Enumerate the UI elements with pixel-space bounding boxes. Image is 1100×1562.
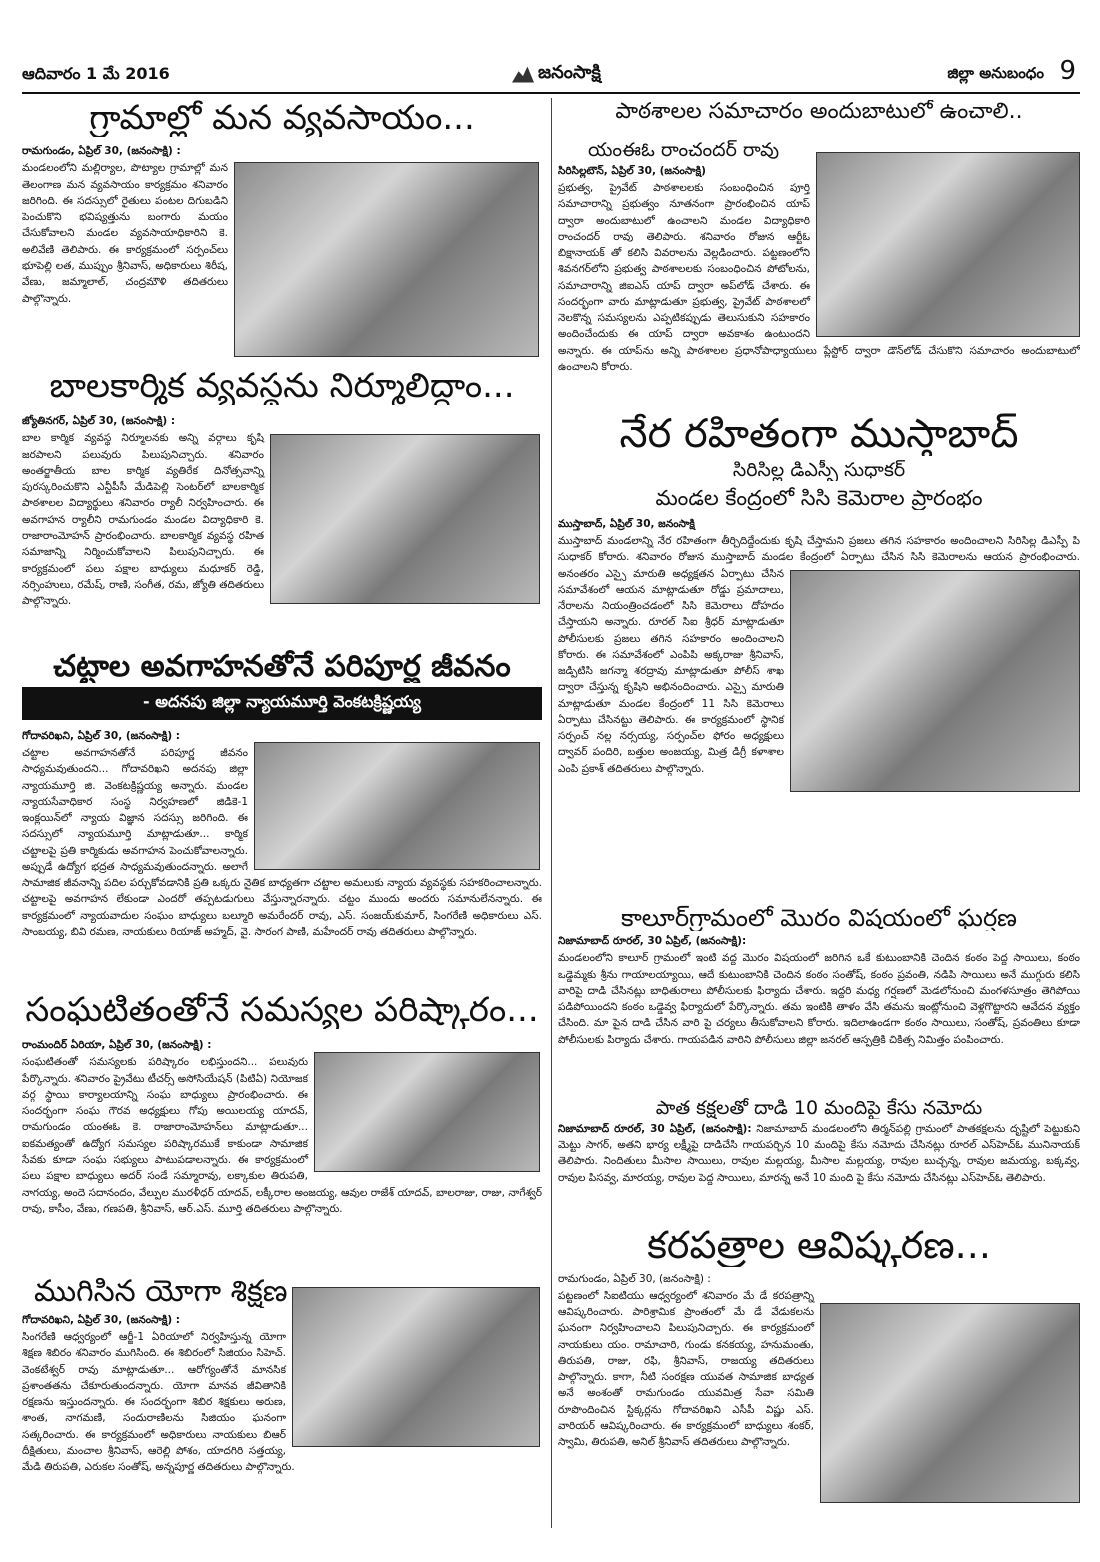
article-byline: రామగుండం, ఏప్రిల్ 30, (జనంసాక్షి) : — [558, 1272, 711, 1285]
article-yoga-training — [22, 1275, 542, 1525]
article-body: ప్రభుత్వ, ప్రైవేట్ పాఠశాలలకు సంబంధించిన పూర్తి సమాచారాన్ని ప్రభుత్వం నూతనంగా ప్రారంభించిన యాప్ ద్వారా అందుబాటులో ఉంచాలని మండల విద్యాధికారి రాంచందర్ రావు తెలిపారు. శనివారం రోజున ఆర్టీఓ బిక్షానాయక్ తో కలిసి వివరాలను వెల్లడించారు. పట్టణంలోని శివనగర్‌లోని ప్రభుత్వ పాఠశాలలకు సంబంధించిన పోటోలను, సమాచారాన్ని జిఐఎస్ యాప్ ద్వారా అప్‌లోడ్ చేశారు. ఈ సందర్భంగా వారు మాట్లాడుతూ ప్రభుత్వ, ప్రైవేట్ పాఠశాలలో నెలకొన్న సమస్యలను ఎప్పటికప్పుడు తెలుసుకుని సహకారం అందించేందుకు ఈ యాప్ ద్వారా అవకాశం ఉంటుందని అన్నారు. ఈ యాప్‌ను అన్ని పాఠశాలల ప్రధానోపాధ్యాయులు ప్లేస్టోర్ ద్వారా డౌన్‌లోడ్ చేసుకొని సమాచారం అందుబాటులో ఉంచాలని కోరారు. — [558, 182, 1080, 373]
article-body: బాల కార్మిక వ్యవస్థ నిర్మూలనకు అన్ని వర్గాలు కృషి జరపాలని పలువురు పిలుపునిచ్చారు. శనివారం అంతర్జాతీయ బాల కార్మిక వ్యతిరేక దినోత్సవాన్ని పురస్కరించుకొని ఎన్టీపీసీ మేడిపెల్లి సెంటర్‌లో బాలకార్మిక పాఠశాలల విద్యార్థులు శనివారం ర్యాలీ నిర్వహించారు. ఈ అవగాహన ర్యాలీని రామగుండం మండల విద్యాధికారి కె. రాజారాంమోహన్ ప్రారంభించారు. బాలకార్మిక వ్యవస్థ రహిత సమాజాన్ని నిర్మించుకోవాలని పిలుపునిచ్చారు. ఈ కార్యక్రమంలో పలు పక్షాల బాధ్యులు మధూకర్ రెడ్డి, నర్సింహులు, రమేష్, రాణి, సంగీత, రమ, జ్యోతి తదితరులు పాల్గొన్నారు. — [22, 430, 542, 643]
article-byline: నిజామాబాద్ రూరల్, 30 ఏప్రిల్, (జనంసాక్షి): — [558, 1122, 752, 1135]
article-byline: గోదావరిఖని, ఏప్రిల్ 30, (జనంసాక్షి) : — [22, 1314, 181, 1326]
article-subhead-secondary: మండల కేంద్రంలో సిసి కెమెరాల ప్రారంభం — [655, 486, 983, 510]
article-headline: పాఠశాలల సమాచారం అందుబాటులో ఉంచాలి.. — [615, 100, 1023, 124]
article-body: సింగరేణి ఆధ్వర్యంలో ఆర్జీ-1 ఏరియాలో నిర్వహిస్తున్న యోగా శిక్షణ శిబిరం శనివారం ముగిసింది. ఈ శిబిరంలో సిజియం సిహెచ్. వెంకటేశ్వర్ రావు మాట్లాడుతూ... ఆరోగ్యంతోనే మానసిక ప్రశాంతతను చేకూరుతుందన్నారు. యోగా మానవ జీవితానికి రక్షణను ఇస్తుందన్నారు. ఈ సందర్భంగా శిబిర శిక్షకులు అరుణ, శాంత, నాగమణి, సందురాణిలను సిజియం ఘనంగా సత్కరించారు. ఈ కార్యక్రమంలో అధికారులు నాయకులు బిఆర్ దీక్షితులు, మంచాల శ్రీనివాస్, ఆరెల్లి పోశం, యాదగిరి సత్తయ్య, మేడి తిరుపతి, ఎరుకల సంతోష్, అన్నపూర్ణ తదితరులు పాల్గొన్నారు. — [22, 1329, 542, 1525]
article-byline: సిరిసిల్లటౌన్, ఏప్రిల్ 30, (జనంసాక్షి) — [558, 165, 706, 178]
article-headline: నేర రహితంగా ముస్తాబాద్ — [619, 412, 1019, 456]
meeting-photo — [234, 162, 539, 357]
pamphlet-release-photo — [820, 1303, 1080, 1503]
yoga-photo — [292, 1287, 540, 1447]
article-old-feud-case — [558, 1098, 1080, 1226]
ribbon-cutting-photo — [314, 1052, 540, 1172]
article-body: చట్టాల అవగాహనతోనే పరిపూర్ణ జీవనం సాధ్యమవుతుందని... గోదావరిఖని అదనపు జిల్లా న్యాయమూర్తి జి. వెంకటక్రిష్ణయ్య అన్నారు. మండల న్యాయసేవాధికార సంస్థ నిర్వహణలో జిడికె-1 ఇంక్లయిన్‌లో న్యాయ విజ్ఞాన సదస్సు జరిగింది. ఈ సదస్సులో న్యాయమూర్తి మాట్లాడుతూ... కార్మిక చట్టాలపై ప్రతి కార్మికుడు అవగాహన పెంచుకోవాలన్నారు. అప్పుడే ఉద్యోగ భద్రత సాధ్యమవుతుందన్నారు. అలాగే సామాజిక జీవనాన్ని పదిల పర్చుకోవడానికి ప్రతి ఒక్కరు నైతిక బాధ్యతగా చట్టాల అమలుకు న్యాయ వ్యవస్థకు సహకరించాలన్నారు. చట్టాలపై అవగాహన లేకుండా ఎందరో తప్పటడుగులు వేస్తున్నారన్నారు. చట్టం ముందు అందరు సమానులేనన్నారు. ఈ కార్యక్రమంలో న్యాయవాదుల సంఘం బాధ్యులు బల్మూరి అమరేందర్ రావు, ఎస్. సంజయ్‌కుమార్, సింగరేణి అధికారులు ఎస్. సాంబయ్య, బివి రమణ, నాయకులు రియాజ్ అహ్మద్, వై. సారంగ పాణి, మహేందర్ రావు తదితరులు పాల్గొన్నారు. — [22, 747, 542, 938]
school-survey-photo — [816, 152, 1080, 337]
article-law-awareness — [22, 650, 542, 985]
article-headline: బాలకార్మిక వ్యవస్థను నిర్మూలిద్దాం... — [49, 368, 515, 406]
article-body: ముస్తాబాద్ మండలాన్ని నేర రహితంగా తీర్చిదిద్దేందుకు కృషి చేస్తామని ప్రజలు తగిన సహకారం అందించాలని సిరిసిల్ల డిఎస్పీ పి సుధాకర్ కోరారు. శనివారం రోజున ముస్తాబాద్ మండల కేంద్రంలో ఏర్పాటు చేసిన సిసి కెమెరాలను ఆయన ప్రారంభించారు. అనంతరం ఎస్సై మారుతి అధ్యక్షతన ఏర్పాటు చేసిన సమావేశంలో ఆయన మాట్లాడుతూ రోడ్డు ప్రమాదాలు, నేరాలను నియంత్రించడంలో సిసి కెమెరాలు దోహదం చేస్తాయని అన్నారు. రూరల్ సిఐ శ్రీధర్ మాట్లాడుతూ పోలీసులకు ప్రజలు తగిన సహకారం అందించాలని కోరారు. ఈ సమావేశంలో ఎంపిపి అక్కరాజు శ్రీనివాస్, జడ్పిటిసి జగన్మా శరద్రావు మాట్లాడుతూ పోలీస్ శాఖ ద్వారా చేస్తున్న కృషిని అభినందించారు. ఎస్సై మారుతి మాట్లాడుతూ మండల కేంద్రంలో 11 సిసి కెమెరాలు ఏర్పాటు చేసినట్టు తెలిపారు. ఈ కార్యక్రమంలో స్థానిక సర్పంచ్ నల్ల నర్సయ్య, సర్పంచ్‌ల ఫోరం అధ్యక్షులు ద్వావర్ పందిరి, బత్తుల అంజయ్య, మిత్ర డిగ్రీ కళాశాల ఎంపి ప్రకాశ్ తదితరులు పాల్గొన్నారు. — [558, 533, 1080, 878]
section-name: జిల్లా అనుబంధం — [947, 64, 1044, 82]
article-headline: ముగిసిన యోగా శిక్షణ — [34, 1275, 288, 1308]
article-body: సంఘటితంతో సమస్యలకు పరిష్కారం లభిస్తుందని... పలువురు పేర్కొన్నారు. శనివారం ప్రైవేటు టీచర్స్ అసోసియేషన్ (పిటిఏ) నియోజక వర్గ స్థాయి కార్యాలయాన్ని సంఘ బాధ్యులు ప్రారంభించారు. ఈ సందర్భంగా సంఘ గౌరవ అధ్యక్షులు గోపు అయిలయ్య యాదవ్, రామగుండం యంఈఓ కె. రాజారాంమోహన్‌లు మాట్లాడుతూ... ఐకమత్యంతో ఉద్యోగ సమస్యల పరిష్కారముకే కాకుండా సామాజిక సేవకు కూడా సంఘ సభ్యులు పాటుపడాలన్నారు. ఈ కార్యక్రమంలో పలు పక్షాల బాధ్యులు అదర్ సండే సమ్మారావు, లక్కాకుల తిరుపతి, నాగయ్య, అందె సదానందం, వేల్పుల మురళీధర్ యాదవ్, లక్కీరాల అంజయ్య, ఆవుల రాజేశ్ యాదవ్, బాలరాజు, రాజు, నాగేశ్వర్ రావు, కాసీం, వేణు, గణపతి, శ్రీనివాస్, ఆర్.ఎస్. మూర్తి తదితరులు పాల్గొన్నారు. — [22, 1056, 542, 1215]
cctv-inauguration-photo — [790, 570, 1080, 792]
article-headline: సంఘటితంతోనే సమస్యల పరిష్కారం... — [25, 992, 539, 1030]
article-child-labour — [22, 368, 542, 643]
article-subhead: సిరిసిల్ల డిఎస్పీ సుధాకర్ — [732, 460, 906, 481]
article-body: మండలంలోని కాలూర్ గ్రామంలో ఇంటి వద్ద మొరం విషయంలో జరిగిన ఒకే కుటుంబానికి చెందిన కంఠం పెద్ద సాయిలు, కంఠం ఒడ్డెమ్మకు శ్రీను గాయాలయ్యాయి, ఆదే కుటుంబానికి చెందిన కంఠం సంతోష్, కంఠం ప్రవంతి, నడిపి సాయిలు అనే ముగ్గురు కలిసి వారిపై దాడి చేసినట్లు బాధితురాలు పోలీసులకు ఫిర్యాదు చేశారు. ఇద్దరి మధ్య గర్షణలో మెడలోనుంచి మంగళసూత్రం తెగిపోయి పడిపోయిందని కంఠం ఒడ్డెవ్వ ఫిర్యాదులో పేర్కొన్నారు. తమ ఇంటికి తాళం వేసి తమను ఇంట్లోనుంచి వెళ్లగొట్టారని ఆవేదన వ్యక్తం చేసింది. మా పైన దాడి చేసిన వారి పై చర్యలు తీసుకోవాలని కోరారు. ఇదిలాఉండగా కంఠం సాయిలు, సంతోష్, ప్రవంతిలు కూడా పోలీసులకు పిర్యాదు చేశారు. గాయపడిన వారిని పోలీసులు జిల్లా జనరల్ ఆస్పత్రికి చికిత్స నిమిత్తం పంపించారు. — [558, 952, 1080, 1046]
newspaper-logo — [512, 62, 601, 87]
article-headline: చట్టాల అవగాహనతోనే పరిపూర్ణ జీవనం — [53, 650, 511, 683]
article-byline: ముస్తాబాద్, ఏప్రిల్ 30, జనంసాక్షి — [558, 517, 695, 530]
photo-wrap-spacer — [228, 162, 232, 350]
article-crime-free-mustabad — [558, 412, 1080, 900]
article-pamphlet-release — [558, 1225, 1080, 1527]
article-kalur-clash — [558, 905, 1080, 1095]
article-byline: గోదావరిఖని, ఏప్రిల్ 30, (జనంసాక్షి) : — [22, 730, 181, 742]
article-headline: పాత కక్షలతో దాడి 10 మందిపై కేసు నమోదు — [655, 1098, 983, 1119]
article-union-unity — [22, 992, 542, 1267]
article-headline: గ్రామాల్లో మన వ్యవసాయం... — [89, 100, 475, 138]
article-byline: జ్యోతినగర్, ఏప్రిల్ 30, (జనంసాక్షి) : — [22, 415, 176, 428]
article-headline: కరపత్రాల ఆవిష్కరణ... — [647, 1225, 991, 1267]
seminar-photo — [254, 742, 540, 870]
article-text: నిజామాబాద్ మండలంలోని తిర్మన్‌పల్లి గ్రామంలో పాతకక్షలను దృష్టిలో పెట్టుకుని మెట్టు సాగర్, అతని భార్య లక్ష్మీపై దాడిచేసి గాయపర్చిన 10 మందిపై కేసు నమోదు చేసినట్లు రూరల్ ఎస్‌హెచ్‌ఓ మునినాయక్ తెలిపారు. నిందితులు మీసాల సాయిలు, రావుల మల్లయ్య, మీసాల మల్లయ్య, రావుల బుచ్చన్న, రావుల జమయ్య, బక్కవ్వ, రావుల పిసవ్వ, మారయ్య, రావుల పెద్ద సాయిలు, మారన్న అనే 10 మంది పై కేసు నమోదు చేసినట్లు ఎస్‌హెచ్‌ఓ తెలిపారు. — [558, 1122, 1080, 1184]
column-divider — [551, 98, 552, 1528]
page-number: 9 — [1059, 56, 1076, 86]
logo-text: జనంసాక్షి — [538, 62, 601, 83]
logo-icon — [512, 67, 534, 83]
article-body: పట్టణంలో సిఐటియు ఆధ్వర్యంలో శనివారం మే డే కరపత్రాన్ని ఆవిష్కరించారు. పారిశ్రామిక ప్రాంతంలో మే డే వేడుకలను ఘనంగా నిర్వహించాలని పిలుపునిచ్చారు. ఈ కార్యక్రమంలో నాయకులు యం. రామాచారి, గుండు కనకయ్య, హనుమంతు, తిరుపతి, రాజు, రఫి, శ్రీనివాస్, రాజయ్య తదితరులు పాల్గొన్నారు. కాగా, నీటి సంరక్షణ యువత సామాజిక బాధ్యత అనే అంశంతో రామగుండం యువమిత్ర సేవా సమితి రూపొందించిన స్టిక్కర్లను గోదావరిఖని ఎసీపీ విష్ణు ఎస్. వారియర్ ఆవిష్కరించారు. ఈ కార్యక్రమంలో బాధ్యులు శంకర్, స్వామి, తిరుపతి, అనిల్ శ్రీనివాస్ తదితరులు పాల్గొన్నారు. — [558, 1288, 1080, 1527]
article-body: మండలంలోని మల్లిర్యాల, పొట్యాల గ్రామాల్లో మన తెలంగాణ మన వ్యవసాయం కార్యక్రమం శనివారం జరిగింది. ఈ సదస్సులో రైతులు పంటల దిగుబడిని పెంచుకొని భవిష్యత్తును బంగారు మయం చేసుకోవాలని మండల వ్యవసాయాధికారిని కె. అలివేణి తెలిపారు. ఈ కార్యక్రమంలో సర్పంచ్‌లు భూపెల్లి లత, ముప్పుం శ్రీనివాస్, అధికారులు శిరీష, వేణు, జమ్మాలాల్, చంద్రమౌళి తదితరులు పాల్గొన్నారు. — [22, 160, 232, 350]
issue-date: ఆదివారం 1 మే 2016 — [22, 64, 170, 83]
article-byline: నిజామాబాద్ రూరల్, 30 ఏప్రిల్, (జనంసాక్షి): — [558, 935, 747, 948]
article-agriculture — [22, 100, 542, 360]
article-byline: రామగుండం, ఏప్రిల్ 30, (జనంసాక్షి) : — [22, 145, 181, 158]
article-headline: కాలూర్‌గ్రామంలో మొరం విషయంలో ఘర్షణ — [620, 905, 1018, 932]
masthead — [22, 58, 1080, 94]
rally-photo — [270, 434, 540, 604]
article-body — [558, 1121, 1080, 1221]
article-subhead: యంఈఓ రాంచందర్ రావు — [588, 140, 780, 162]
article-school-info — [558, 100, 1080, 400]
article-subhead-banner: - అదనపు జిల్లా న్యాయమూర్తి వెంకటక్రిష్ణయ్య — [22, 687, 542, 720]
article-byline: రాంమందిర్ ఏరియా, ఏప్రిల్ 30, (జనంసాక్షి) : — [22, 1039, 212, 1052]
